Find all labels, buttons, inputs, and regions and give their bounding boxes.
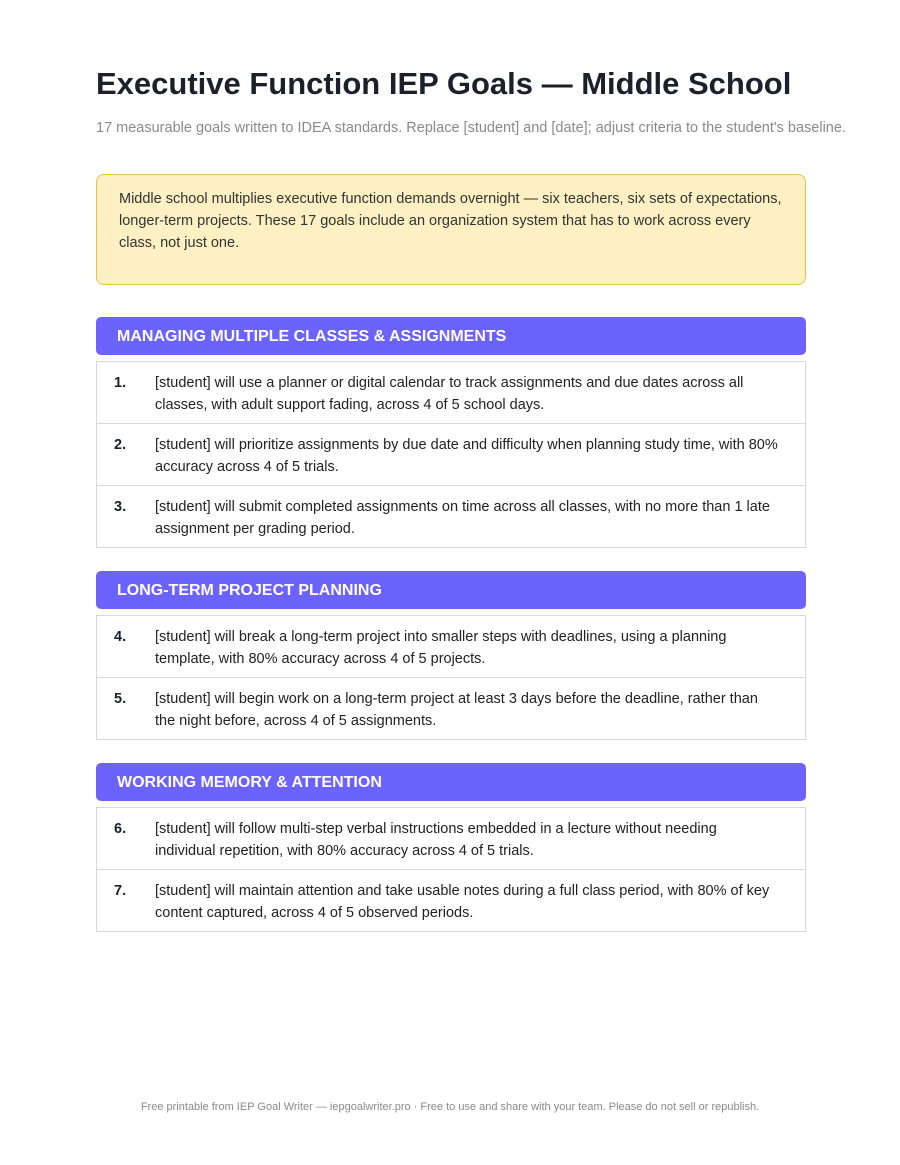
goal-number: 4. [114, 629, 127, 645]
goal-number: 2. [114, 437, 127, 453]
goal-item [96, 869, 806, 932]
section-heading: LONG-TERM PROJECT PLANNING [96, 571, 806, 609]
section-long-term-projects [96, 571, 806, 740]
goal-number: 7. [114, 883, 127, 899]
intro-note: Middle school multiplies executive function demands overnight — six teachers, six sets of expectations, longer-term projects. These 17 goals include an organization system that has to work across every class, not just one. [96, 174, 806, 285]
goal-text: [student] will begin work on a long-term project at least 3 days before the deadline, rather than the night before, across 4 of 5 assignments. [155, 691, 758, 729]
section-heading: MANAGING MULTIPLE CLASSES & ASSIGNMENTS [96, 317, 806, 355]
goal-item [96, 615, 806, 678]
page-footer: Free printable from IEP Goal Writer — iepgoalwriter.pro · Free to use and share with your team. Please do not sell or republish. [140, 1101, 760, 1113]
page-subtitle: 17 measurable goals written to IDEA standards. Replace [student] and [date]; adjust criteria to the student's baseline. [96, 120, 846, 136]
section-heading: WORKING MEMORY & ATTENTION [96, 763, 806, 801]
section-managing-classes [96, 317, 806, 548]
goal-number: 3. [114, 499, 127, 515]
goal-list [96, 361, 806, 548]
goal-text: [student] will follow multi-step verbal instructions embedded in a lecture without needing individual repetition, with 80% accuracy across 4 of 5 trials. [155, 821, 717, 859]
goal-text: [student] will submit completed assignments on time across all classes, with no more than 1 late assignment per grading period. [155, 499, 770, 537]
goal-text: [student] will prioritize assignments by due date and difficulty when planning study time, with 80% accuracy across 4 of 5 trials. [155, 437, 778, 475]
section-working-memory [96, 763, 806, 932]
goal-item [96, 485, 806, 548]
goal-text: [student] will break a long-term project into smaller steps with deadlines, using a planning template, with 80% accuracy across 4 of 5 projects. [155, 629, 727, 667]
goal-item [96, 423, 806, 486]
goal-text: [student] will maintain attention and take usable notes during a full class period, with 80% of key content captured, across 4 of 5 observed periods. [155, 883, 770, 921]
page-title: Executive Function IEP Goals — Middle School [96, 66, 792, 101]
goal-number: 1. [114, 375, 127, 391]
goal-list [96, 615, 806, 740]
goal-item [96, 361, 806, 424]
goal-item [96, 677, 806, 740]
goal-number: 6. [114, 821, 127, 837]
goal-list [96, 807, 806, 932]
goal-item [96, 807, 806, 870]
goal-text: [student] will use a planner or digital calendar to track assignments and due dates across all classes, with adult support fading, across 4 of 5 school days. [155, 375, 744, 413]
goal-number: 5. [114, 691, 127, 707]
